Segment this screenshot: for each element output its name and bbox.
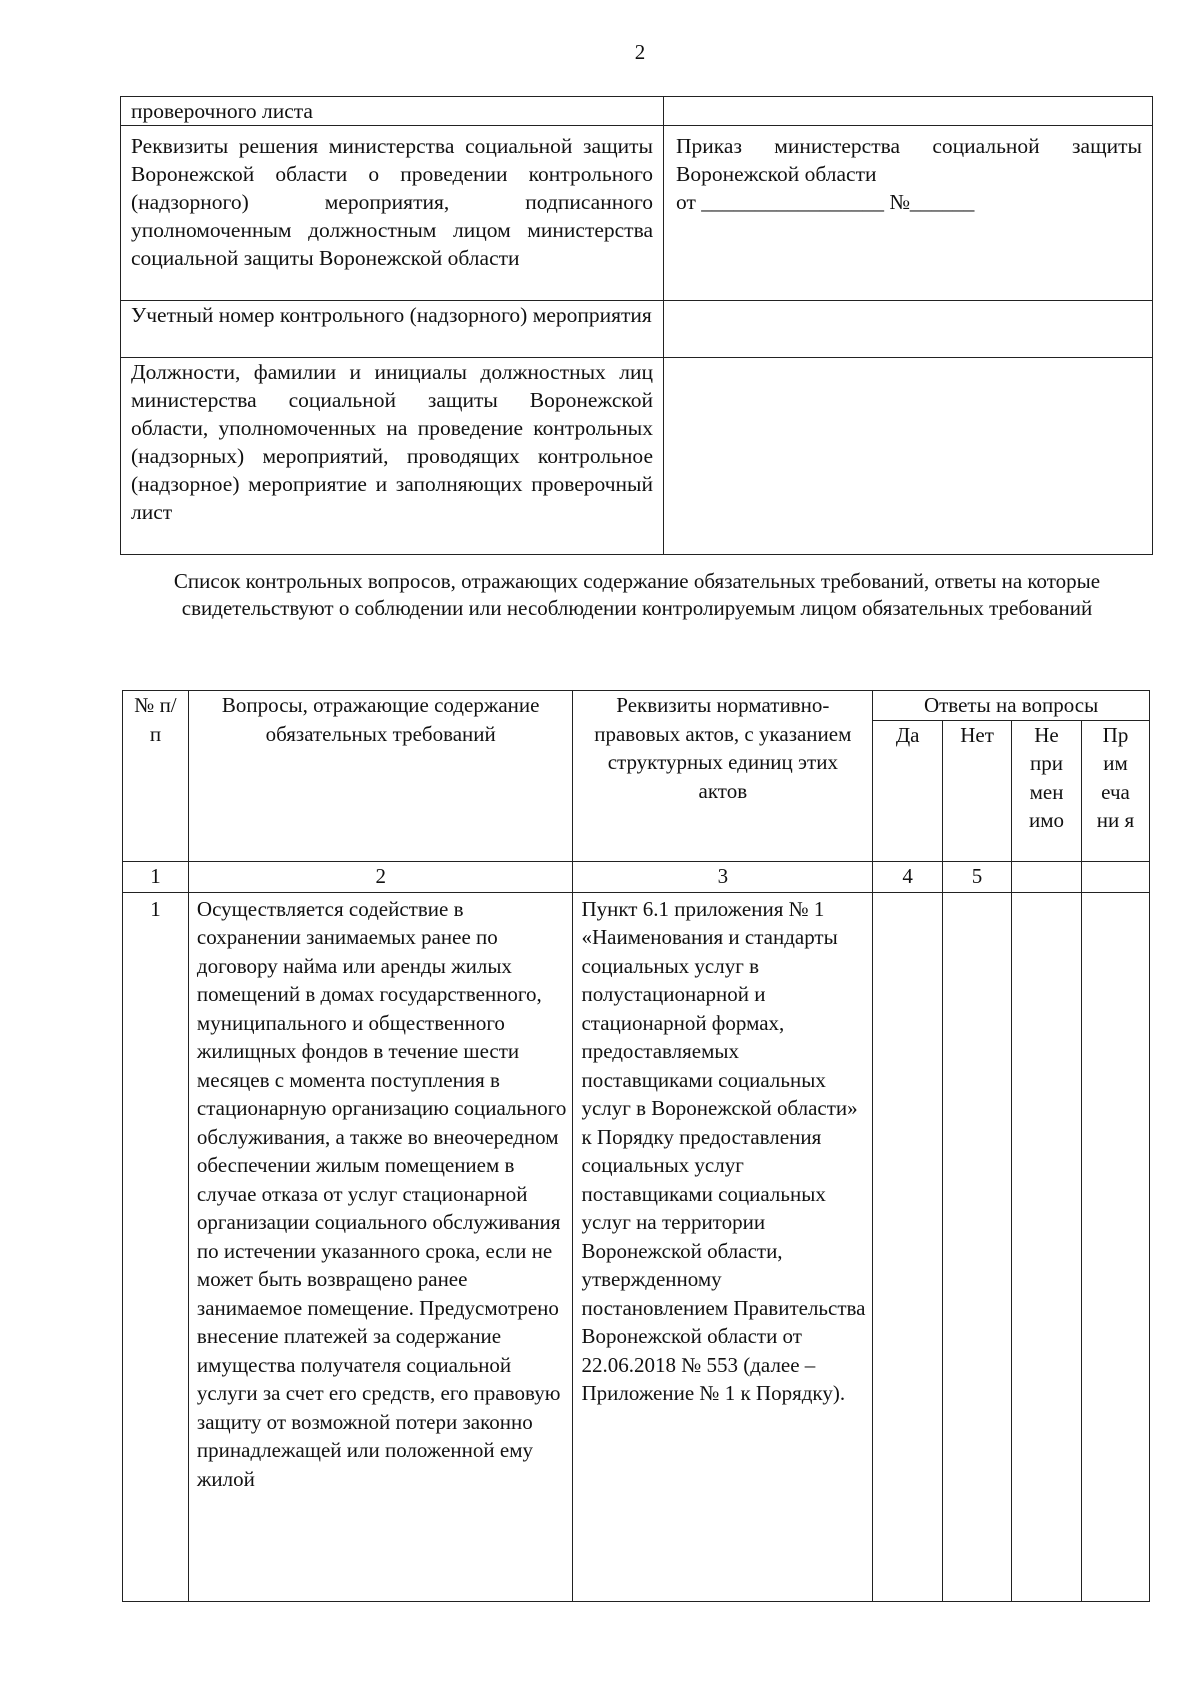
checklist-caption: Список контрольных вопросов, отражающих содержание обязательных требований, ответы на которые свидетельствуют о соблюдении или несоблюдении контролируемым лицом обязательных требований [173,569,1101,620]
table-row [121,126,1153,301]
column-number-empty [1082,861,1150,892]
column-number: 4 [873,861,943,892]
checklist-name-label: проверочного листа [121,97,664,126]
header-acts: Реквизиты нормативно-правовых актов, с указанием структурных единиц этих актов [573,691,873,862]
header-notes: Пр им еча ни я [1082,720,1150,861]
officials-value [664,358,1153,555]
answer-yes-cell[interactable] [873,892,943,1601]
column-number-row [123,861,1150,892]
table-row [121,97,1153,126]
column-number: 2 [188,861,573,892]
answer-not-applicable-cell[interactable] [1012,892,1082,1601]
header-no: Нет [943,720,1012,861]
table-header-row [123,691,1150,721]
registration-number-value [664,301,1153,358]
answer-no-cell[interactable] [943,892,1012,1601]
row-num: 1 [123,892,189,1601]
decision-details-value [664,126,1153,301]
header-answers: Ответы на вопросы [873,691,1150,721]
page-number: 2 [634,40,646,64]
officials-label: Должности, фамилии и инициалы должностных лиц министерства социальной защиты Воронежской области, уполномоченных на проведение контрольных (надзорных) мероприятий, проводящих контрольное (надзорное) мероприятие и заполняющих проверочный лист [121,358,664,555]
table-row [121,358,1153,555]
row-act: Пункт 6.1 приложения № 1 «Наименования и стандарты социальных услуг в полустационарной и стационарной формах, предоставляемых поставщиками социальных услуг в Воронежской области» к Порядку предоставления социальных услуг поставщиками социальных услуг на территории Воронежской области, утвержденному постановлением Правительства Воронежской области от 22.06.2018 № 553 (далее – Приложение № 1 к Порядку). [573,892,873,1601]
header-num: № п/п [123,691,189,862]
decision-order-text: Приказ министерства социальной защиты Воронежской области [676,134,1142,186]
column-number: 3 [573,861,873,892]
inspection-info-table [120,96,1153,555]
column-number-empty [1012,861,1082,892]
checklist-name-value [664,97,1153,126]
decision-order-date-number: от _________________ №______ [676,190,975,214]
column-number: 5 [943,861,1012,892]
table-row [123,892,1150,1601]
registration-number-label: Учетный номер контрольного (надзорного) мероприятия [121,301,664,358]
checklist-table [122,690,1150,1602]
decision-details-label: Реквизиты решения министерства социальной защиты Воронежской области о проведении контрольного (надзорного) мероприятия, подписанного уполномоченным должностным лицом министерства социальной защиты Воронежской области [121,126,664,301]
header-not-applicable: Не при мен имо [1012,720,1082,861]
header-yes: Да [873,720,943,861]
header-questions: Вопросы, отражающие содержание обязательных требований [188,691,573,862]
answer-notes-cell[interactable] [1082,892,1150,1601]
table-row [121,301,1153,358]
row-question: Осуществляется содействие в сохранении занимаемых ранее по договору найма или аренды жилых помещений в домах государственного, муниципального и общественного жилищных фондов в течение шести месяцев с момента поступления в стационарную организацию социального обслуживания, а также во внеочередном обеспечении жилым помещением в случае отказа от услуг стационарной организации социального обслуживания по истечении указанного срока, если не может быть возвращено ранее занимаемое помещение. Предусмотрено внесение платежей за содержание имущества получателя социальной услуги за счет его средств, его правовую защиту от возможной потери законно принадлежащей или положенной ему жилой [188,892,573,1601]
column-number: 1 [123,861,189,892]
